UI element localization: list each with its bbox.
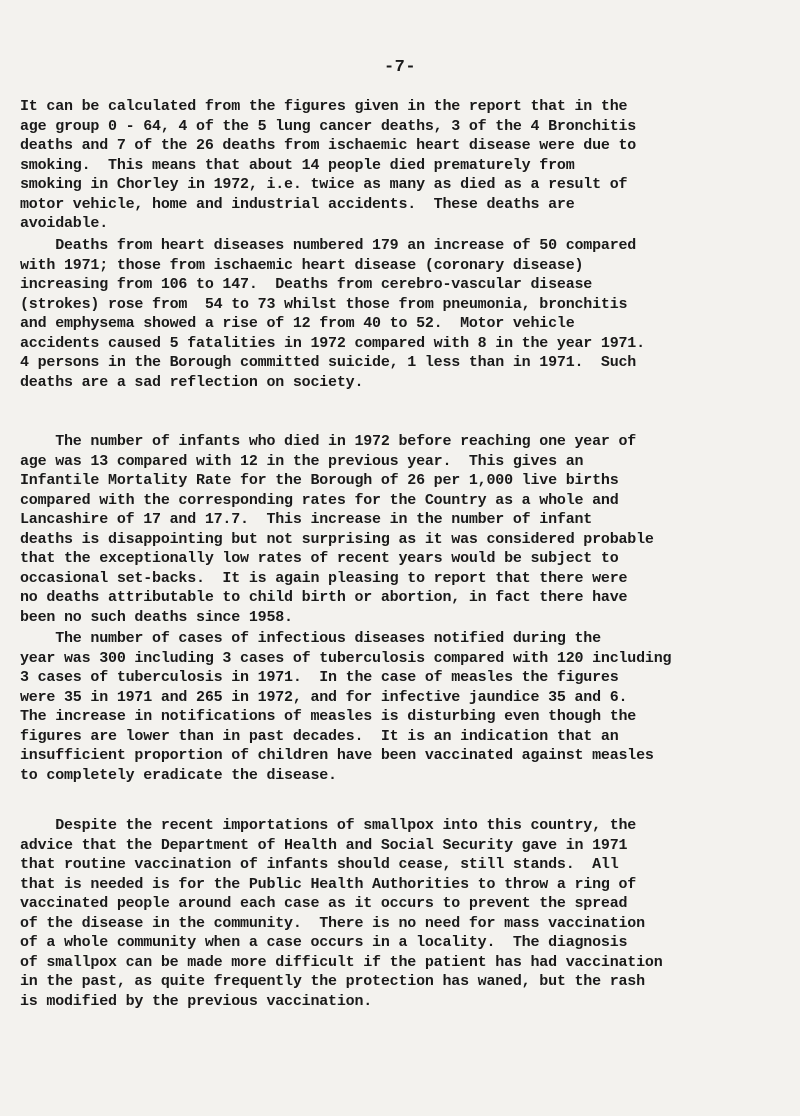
text-line: deaths and 7 of the 26 deaths from ischaemic heart disease were due to [20,137,637,154]
text-line: smoking. This means that about 14 people died prematurely from [20,156,575,174]
text-line: that is needed is for the Public Health Authorities to throw a ring of [20,875,637,893]
text-line: figures are lower than in past decades. It is an indication that an [20,727,619,745]
text-line: occasional set-backs. It is again pleasing to report that there were [20,569,628,587]
text-line: were 35 in 1971 and 265 in 1972, and for infective jaundice 35 and 6. [20,688,628,706]
text-line: of smallpox can be made more difficult if the patient has had vaccination [20,953,663,971]
page-number: -7- [383,58,417,77]
text-line: of the disease in the community. There is no need for mass vaccination [20,914,645,932]
text-line: Infantile Mortality Rate for the Borough of 26 per 1,000 live births [20,472,619,489]
text-line: The number of infants who died in 1972 before reaching one year of [20,433,637,450]
text-line: It can be calculated from the figures given in the report that in the [20,98,628,115]
text-line: Deaths from heart diseases numbered 179 an increase of 50 compared [20,237,637,254]
text-line: The number of cases of infectious diseases notified during the [20,630,601,647]
text-line: (strokes) rose from 54 to 73 whilst those from pneumonia, bronchitis [20,295,628,313]
text-line: deaths are a sad reflection on society. [20,373,364,391]
text-line: insufficient proportion of children have been vaccinated against measles [20,747,654,764]
text-line: year was 300 including 3 cases of tuberculosis compared with 120 including [20,649,672,667]
text-line: Lancashire of 17 and 17.7. This increase in the number of infant [20,511,593,528]
text-line: avoidable. [20,215,109,232]
paragraph-infectious-diseases [20,629,671,785]
text-line: advice that the Department of Health and Social Security gave in 1971 [20,836,628,854]
text-line: with 1971; those from ischaemic heart disease (coronary disease) [20,256,584,274]
text-line: Despite the recent importations of smallpox into this country, the [20,817,637,834]
text-line: of a whole community when a case occurs in a locality. The diagnosis [20,934,628,951]
text-line: 3 cases of tuberculosis in 1971. In the case of measles the figures [20,669,619,686]
text-line: been no such deaths since 1958. [20,608,293,626]
paragraph-smoking-deaths [20,97,636,234]
text-line: increasing from 106 to 147. Deaths from cerebro-vascular disease [20,276,593,293]
text-line: accidents caused 5 fatalities in 1972 compared with 8 in the year 1971. [20,334,645,352]
text-line: no deaths attributable to child birth or abortion, in fact there have [20,589,628,606]
text-line: smoking in Chorley in 1972, i.e. twice as many as died as a result of [20,176,628,193]
text-line: age was 13 compared with 12 in the previous year. This gives an [20,452,584,470]
paragraph-infant-mortality [20,432,654,627]
text-line: deaths is disappointing but not surprising as it was considered probable [20,530,654,548]
text-line: age group 0 - 64, 4 of the 5 lung cancer deaths, 3 of the 4 Bronchitis [20,117,637,135]
text-line: The increase in notifications of measles is disturbing even though the [20,708,637,725]
text-line: in the past, as quite frequently the protection has waned, but the rash [20,973,645,990]
text-line: is modified by the previous vaccination. [20,992,373,1010]
text-line: and emphysema showed a rise of 12 from 40 to 52. Motor vehicle [20,315,575,332]
text-line: vaccinated people around each case as it occurs to prevent the spread [20,895,628,912]
paragraph-smallpox-vaccination [20,816,663,1011]
text-line: to completely eradicate the disease. [20,766,337,784]
text-line: compared with the corresponding rates for the Country as a whole and [20,491,619,509]
text-line: 4 persons in the Borough committed suicide, 1 less than in 1971. Such [20,354,637,371]
text-line: motor vehicle, home and industrial accidents. These deaths are [20,195,575,213]
text-line: that routine vaccination of infants should cease, still stands. All [20,856,619,873]
text-line: that the exceptionally low rates of recent years would be subject to [20,550,619,567]
paragraph-heart-disease-deaths [20,236,645,392]
